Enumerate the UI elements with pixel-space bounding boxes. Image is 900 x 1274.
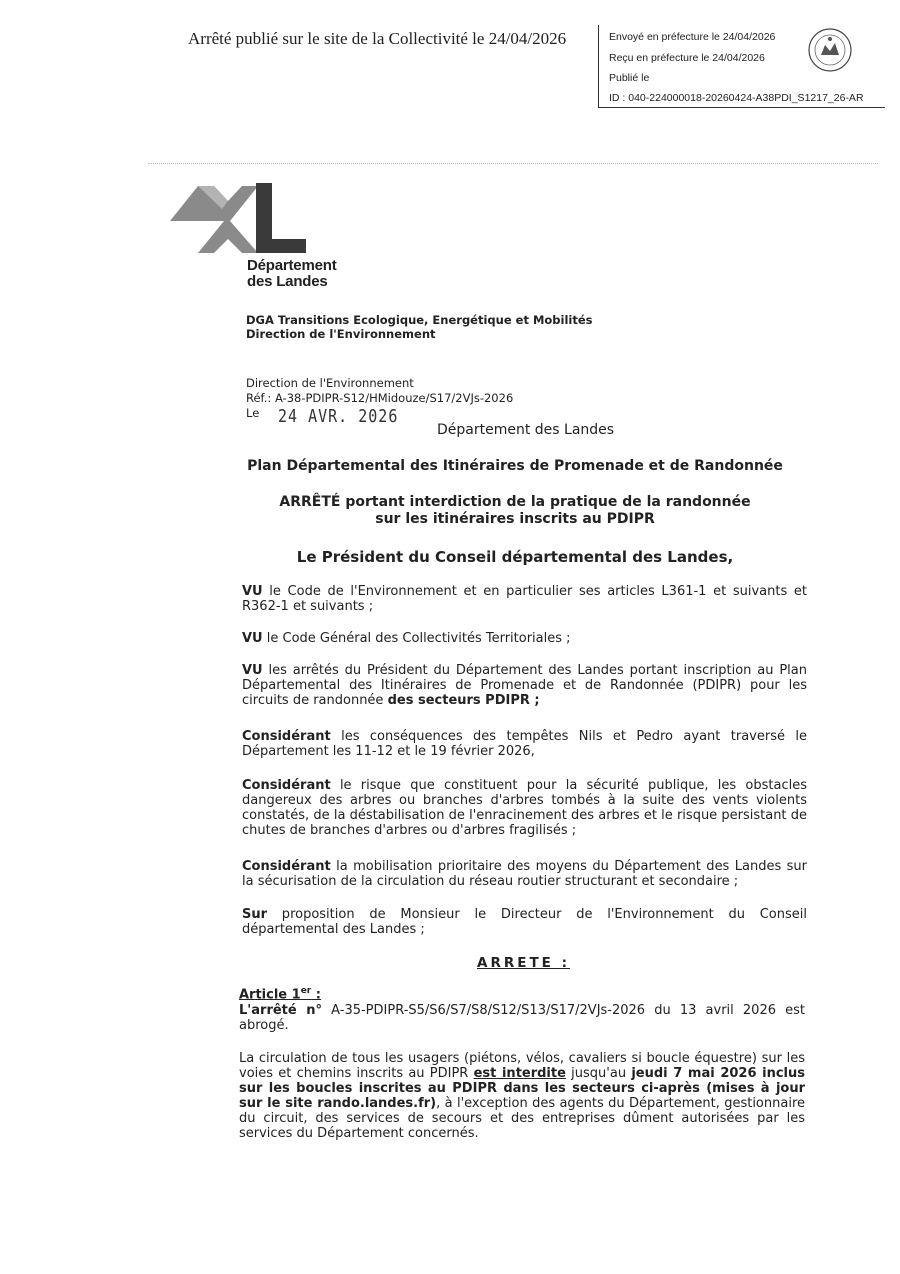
arrete-title-line1: ARRÊTÉ portant interdiction de la pratique de la randonnée (279, 494, 751, 510)
article1-label: Article 1 (239, 987, 301, 1003)
date-label: Le (246, 406, 260, 420)
service-line2: Direction de l'Environnement (246, 327, 436, 341)
circulation-forbidden: est interdite (473, 1066, 566, 1081)
clause-considerant-risque (242, 778, 807, 838)
service-line1: DGA Transitions Ecologique, Energétique et Mobilités (246, 313, 593, 327)
publication-line: Arrêté publié sur le site de la Collectivité le 24/04/2026 (188, 29, 567, 48)
clause-lead: VU (242, 584, 263, 599)
clause-text: le Code Général des Collectivités Territoriales ; (262, 631, 571, 646)
clause-lead: VU (242, 663, 263, 678)
article1-circulation (239, 1051, 805, 1141)
clause-sur-proposition (242, 907, 807, 937)
reference-block (246, 376, 514, 427)
clause-vu-cgct (242, 631, 807, 646)
plan-title: Plan Départemental des Itinéraires de Promenade et de Randonnée (247, 458, 783, 474)
stamp-id: ID : 040-224000018-20260424-A38PDI_S1217_26-AR (609, 92, 864, 104)
circulation-part1: La circulation de tous les usagers (piétons, vélos, cavaliers si boucle équestre) sur les voies et chemins inscrits au PDIPR (239, 1051, 805, 1081)
landes-logo-icon (170, 183, 310, 257)
arrete-title-line2: sur les itinéraires inscrits au PDIPR (375, 511, 655, 527)
department-name (247, 258, 337, 290)
president-title: Le Président du Conseil départemental des Landes, (296, 548, 734, 566)
department-name-line1: Département (247, 257, 337, 274)
clause-text: les conséquences des tempêtes Nils et Pedro ayant traversé le Département les 11-12 et le 19 février 2026, (242, 729, 807, 759)
clause-lead: Sur (242, 907, 268, 922)
article1-colon: : (311, 987, 321, 1003)
top-divider (148, 163, 878, 164)
arrete-heading: ARRETE : (477, 955, 570, 971)
stamp-received: Reçu en préfecture le 24/04/2026 (609, 52, 765, 64)
article1-sup: er (300, 986, 312, 996)
clause-text: les arrêtés du Président du Département des Landes portant inscription au Plan Départemental des Itinéraires de Promenade et de Randonnée (PDIPR) pour les circuits de randonnée (242, 663, 807, 708)
service-block (246, 313, 592, 341)
clause-text: proposition de Monsieur le Directeur de l'Environnement du Conseil départemental des Landes ; (242, 907, 807, 937)
abrogation-lead: L'arrêté n° (239, 1003, 322, 1018)
clause-vu-arretes (242, 663, 807, 708)
reference-number: Réf.: A-38-PDIPR-S12/HMidouze/S17/2VJs-2026 (246, 391, 514, 405)
reference-direction: Direction de l'Environnement (246, 376, 414, 390)
abrogation-text: A-35-PDIPR-S5/S6/S7/S8/S12/S13/S17/2VJs-2026 du 13 avril 2026 est abrogé. (239, 1003, 805, 1033)
circulation-bold: jeudi 7 mai 2026 inclus sur les boucles inscrites au PDIPR dans les secteurs ci-après (mises à jour sur le site rando.landes.fr) (239, 1066, 805, 1111)
circulation-part2: jusqu'au (565, 1066, 632, 1081)
clause-text: la mobilisation prioritaire des moyens du Département des Landes sur la sécurisation de la circulation du réseau routier structurant et secondaire ; (242, 859, 807, 889)
clause-lead: Considérant (242, 729, 331, 744)
clause-considerant-mobilisation (242, 859, 807, 889)
clause-lead: Considérant (242, 778, 331, 793)
arrete-title (200, 494, 830, 528)
department-label: Département des Landes (437, 422, 615, 438)
prefecture-stamp (598, 25, 885, 108)
stamp-sent: Envoyé en préfecture le 24/04/2026 (609, 31, 776, 43)
clause-text: le Code de l'Environnement et en particulier ses articles L361-1 et suivants et R362-1 et suivants ; (242, 584, 807, 614)
clause-tail: des secteurs PDIPR ; (387, 693, 540, 708)
clause-lead: VU (242, 631, 263, 646)
clause-vu-environment (242, 584, 807, 614)
stamp-published: Publié le (609, 72, 650, 84)
circulation-part3: , à l'exception des agents du Département, gestionnaire du circuit, des services de secours et des entreprises dûment autorisées par les services du Département concernés. (239, 1096, 806, 1141)
seal-icon (807, 27, 853, 73)
clause-considerant-tempetes (242, 729, 807, 759)
clause-text: le risque que constituent pour la sécurité publique, les obstacles dangereux des arbres ou branches d'arbres tombés à la suite des vents violents constatés, de la déstabilisation de l'enracinement des arbres et le risque persistant de chutes de branches d'arbres ou d'arbres fragilisés ; (242, 778, 807, 838)
article1-abrogation (239, 1003, 805, 1033)
article1-heading (239, 986, 321, 1002)
clause-lead: Considérant (242, 859, 331, 874)
department-name-line2: des Landes (247, 273, 328, 290)
date-stamp: 24 AVR. 2026 (278, 405, 399, 427)
